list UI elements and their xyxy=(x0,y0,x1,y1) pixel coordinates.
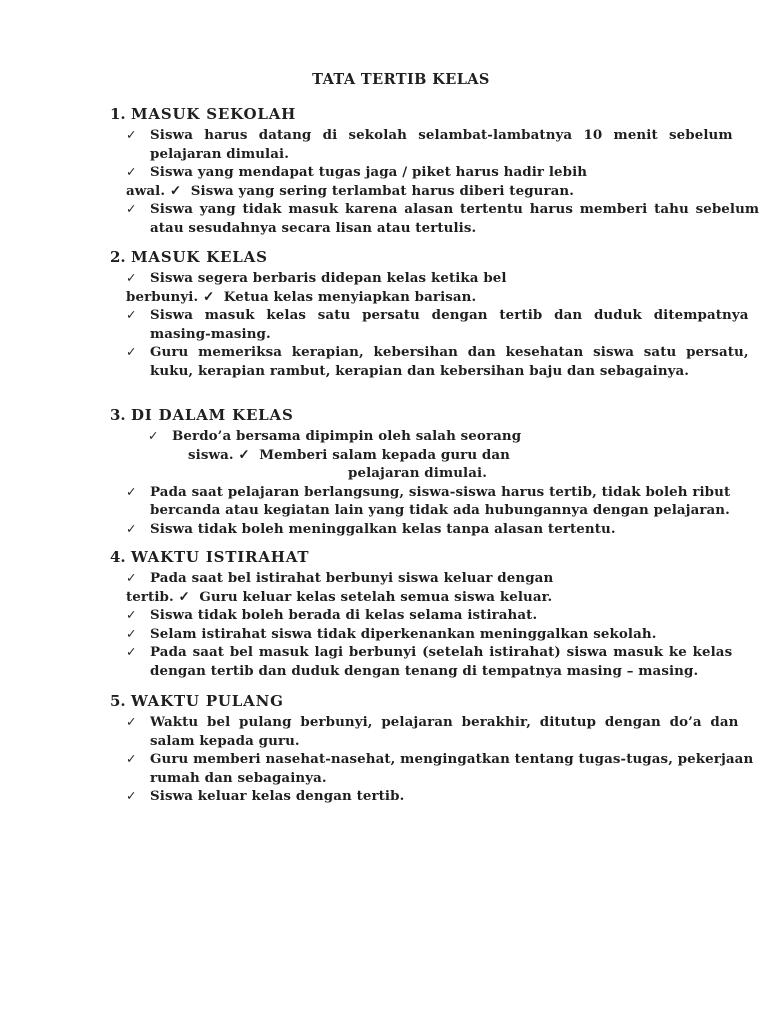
rule-item xyxy=(110,606,678,625)
rule-line: salam kepada guru. xyxy=(150,732,300,749)
rule-continuation xyxy=(110,446,678,465)
rule-item xyxy=(110,163,678,182)
check-icon: ✓ xyxy=(126,483,137,499)
rule-item xyxy=(110,750,754,787)
rule-item xyxy=(110,520,678,539)
rule-line: Siswa harus datang di sekolah selambat-lambatnya 10 menit sebelum xyxy=(150,127,733,143)
rule-line: tertib. ✓ Guru keluar kelas setelah semua siswa keluar. xyxy=(126,588,553,605)
check-icon: ✓ xyxy=(126,164,137,179)
section-heading-row xyxy=(110,406,678,425)
check-icon: ✓ xyxy=(126,307,137,322)
section-heading: MASUK KELAS xyxy=(131,248,268,266)
rule-item xyxy=(110,427,678,446)
rule-continuation xyxy=(110,182,678,201)
check-icon: ✓ xyxy=(126,751,137,766)
rule-line: Pada saat pelajaran berlangsung, siswa-siswa harus tertib, tidak boleh ribut xyxy=(150,483,731,500)
rule-line: Pada saat bel masuk lagi berbunyi (setelah istirahat) siswa masuk ke kelas xyxy=(150,644,733,660)
section-number: 2. xyxy=(110,248,126,266)
rule-line: Siswa yang mendapat tugas jaga / piket harus hadir lebih xyxy=(150,164,588,180)
section-number: 1. xyxy=(110,105,126,123)
section-heading-row xyxy=(110,105,678,124)
rule-line: pelajaran dimulai. xyxy=(348,465,487,481)
rule-line: Berdo’a bersama dipimpin oleh salah seorang xyxy=(172,428,522,444)
rule-line: Selam istirahat siswa tidak diperkenankan meninggalkan sekolah. xyxy=(150,625,657,642)
section-waktu-pulang xyxy=(110,692,754,806)
section-heading: WAKTU PULANG xyxy=(131,692,284,710)
rule-line: pelajaran dimulai. xyxy=(150,145,289,162)
rule-continuation xyxy=(110,588,678,607)
rule-line: Siswa segera berbaris didepan kelas ketika bel xyxy=(150,270,507,286)
rule-line: Guru memeriksa kerapian, kebersihan dan kesehatan siswa satu persatu, xyxy=(150,344,749,360)
rule-line: atau sesudahnya secara lisan atau tertulis. xyxy=(150,219,477,236)
rule-line: Siswa yang tidak masuk karena alasan tertentu harus memberi tahu sebelum xyxy=(150,201,760,217)
rule-line: Siswa keluar kelas dengan tertib. xyxy=(150,788,405,804)
rule-line: masing-masing. xyxy=(150,325,271,342)
check-icon: ✓ xyxy=(126,127,137,142)
check-icon: ✓ xyxy=(126,714,137,729)
document-body xyxy=(110,71,760,806)
check-icon: ✓ xyxy=(126,570,137,585)
section-heading: DI DALAM KELAS xyxy=(131,406,294,424)
check-icon: ✓ xyxy=(126,625,137,641)
rule-line: Guru memberi nasehat-nasehat, mengingatkan tentang tugas-tugas, pekerjaan xyxy=(150,751,754,767)
rule-item xyxy=(110,306,749,343)
rule-item xyxy=(110,643,733,680)
check-icon: ✓ xyxy=(126,644,137,659)
rule-line: Pada saat bel istirahat berbunyi siswa keluar dengan xyxy=(150,570,554,586)
rule-line: Siswa masuk kelas satu persatu dengan tertib dan duduk ditempatnya xyxy=(150,307,749,323)
section-masuk-kelas xyxy=(110,248,749,380)
section-masuk-sekolah xyxy=(110,105,760,237)
rule-item xyxy=(110,343,749,380)
rule-item xyxy=(110,126,733,163)
rule-continuation xyxy=(110,288,678,307)
rule-line: bercanda atau kegiatan lain yang tidak ada hubungannya dengan pelajaran. xyxy=(150,502,730,518)
check-icon: ✓ xyxy=(148,428,159,443)
section-waktu-istirahat xyxy=(110,548,733,680)
rule-line: berbunyi. ✓ Ketua kelas menyiapkan barisan. xyxy=(126,288,477,305)
check-icon: ✓ xyxy=(126,270,137,285)
section-di-dalam-kelas xyxy=(110,406,731,538)
check-icon: ✓ xyxy=(126,607,137,622)
rule-line: Siswa tidak boleh berada di kelas selama istirahat. xyxy=(150,607,538,623)
rule-item xyxy=(110,269,678,288)
rule-line: awal. ✓ Siswa yang sering terlambat harus diberi teguran. xyxy=(126,182,575,199)
section-heading: WAKTU ISTIRAHAT xyxy=(131,548,310,566)
rule-item xyxy=(110,713,739,750)
check-icon: ✓ xyxy=(126,344,137,359)
section-heading: MASUK SEKOLAH xyxy=(131,105,297,123)
check-icon: ✓ xyxy=(126,788,137,803)
rule-line: rumah dan sebagainya. xyxy=(150,769,327,786)
section-heading-row xyxy=(110,548,678,567)
rule-item xyxy=(110,569,678,588)
check-icon: ✓ xyxy=(126,520,137,536)
section-heading-row xyxy=(110,248,678,267)
rule-line: kuku, kerapian rambut, kerapian dan kebersihan baju dan sebagainya. xyxy=(150,362,690,379)
section-heading-row xyxy=(110,692,678,711)
rule-line: Waktu bel pulang berbunyi, pelajaran berakhir, ditutup dengan do’a dan xyxy=(150,714,739,730)
rule-item xyxy=(110,483,731,520)
document-title: TATA TERTIB KELAS xyxy=(312,71,490,88)
rule-item xyxy=(110,625,678,644)
section-number: 4. xyxy=(110,548,126,566)
section-number: 3. xyxy=(110,406,126,424)
rule-continuation xyxy=(110,464,678,483)
check-icon: ✓ xyxy=(126,201,137,216)
rule-line: dengan tertib dan duduk dengan tenang di tempatnya masing – masing. xyxy=(150,662,699,679)
rule-line: siswa. ✓ Memberi salam kepada guru dan xyxy=(188,446,511,463)
rule-line: Siswa tidak boleh meninggalkan kelas tanpa alasan tertentu. xyxy=(150,520,616,537)
section-number: 5. xyxy=(110,692,126,710)
rule-item xyxy=(110,787,678,806)
rule-item xyxy=(110,200,760,237)
